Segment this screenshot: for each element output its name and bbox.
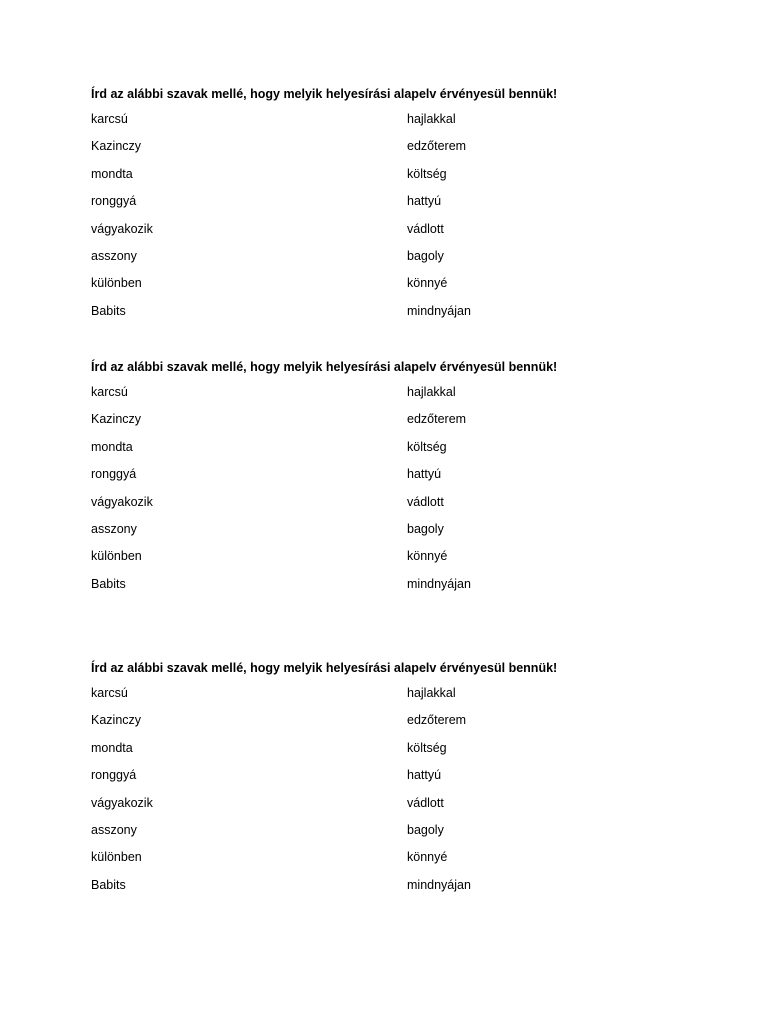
word-left: ronggyá: [91, 194, 137, 209]
word-row: [91, 740, 711, 767]
word-row: [91, 877, 711, 904]
word-row: [91, 576, 711, 603]
word-left: Babits: [91, 877, 126, 892]
word-right: költség: [407, 439, 447, 454]
word-right: hattyú: [407, 768, 442, 783]
word-row: [91, 193, 711, 220]
word-row: [91, 111, 711, 138]
word-row: [91, 303, 711, 330]
exercise-instruction: Írd az alábbi szavak mellé, hogy melyik helyesírási alapelv érvényesül bennük!: [91, 360, 558, 374]
word-left: karcsú: [91, 112, 128, 126]
word-right: mindnyájan: [407, 303, 471, 318]
word-right: vádlott: [407, 221, 444, 236]
word-left: ronggyá: [91, 768, 137, 783]
word-row: [91, 275, 711, 302]
word-row: [91, 221, 711, 248]
exercise-instruction: Írd az alábbi szavak mellé, hogy melyik helyesírási alapelv érvényesül bennük!: [91, 87, 558, 101]
word-left: mondta: [91, 439, 133, 454]
word-left: vágyakozik: [91, 221, 153, 236]
word-row: [91, 685, 711, 712]
word-right: költség: [407, 740, 447, 755]
word-left: Babits: [91, 576, 126, 591]
word-left: különben: [91, 276, 142, 291]
word-right: könnyé: [407, 276, 448, 291]
word-right: hajlakkal: [407, 686, 456, 700]
word-right: vádlott: [407, 795, 444, 810]
word-row: [91, 822, 711, 849]
exercise-instruction: Írd az alábbi szavak mellé, hogy melyik helyesírási alapelv érvényesül bennük!: [91, 661, 558, 675]
word-left: különben: [91, 549, 142, 564]
word-left: vágyakozik: [91, 795, 153, 810]
word-row: [91, 548, 711, 575]
exercise-block: [91, 86, 711, 330]
word-row: [91, 411, 711, 438]
exercise-block: [91, 660, 711, 904]
word-left: vágyakozik: [91, 494, 153, 509]
word-right: bagoly: [407, 822, 444, 837]
word-row: [91, 439, 711, 466]
word-row: [91, 138, 711, 165]
word-left: különben: [91, 850, 142, 865]
word-row: [91, 494, 711, 521]
word-row: [91, 795, 711, 822]
word-left: mondta: [91, 740, 133, 755]
word-right: könnyé: [407, 850, 448, 865]
word-row: [91, 521, 711, 548]
word-row: [91, 248, 711, 275]
word-row: [91, 466, 711, 493]
word-left: mondta: [91, 166, 133, 181]
word-row: [91, 166, 711, 193]
word-right: edzőterem: [407, 139, 467, 154]
word-right: edzőterem: [407, 713, 467, 728]
word-row: [91, 849, 711, 876]
word-right: bagoly: [407, 248, 444, 263]
word-right: bagoly: [407, 521, 444, 536]
word-right: hattyú: [407, 467, 442, 482]
word-right: könnyé: [407, 549, 448, 564]
word-left: ronggyá: [91, 467, 137, 482]
word-left: asszony: [91, 822, 137, 837]
word-right: vádlott: [407, 494, 444, 509]
word-left: asszony: [91, 521, 137, 536]
exercise-block: [91, 359, 711, 603]
word-right: mindnyájan: [407, 877, 471, 892]
word-right: hajlakkal: [407, 385, 456, 399]
word-right: hattyú: [407, 194, 442, 209]
word-right: mindnyájan: [407, 576, 471, 591]
word-right: hajlakkal: [407, 112, 456, 126]
word-left: karcsú: [91, 686, 128, 700]
word-right: költség: [407, 166, 447, 181]
word-left: Kazinczy: [91, 713, 142, 728]
word-left: asszony: [91, 248, 137, 263]
word-row: [91, 384, 711, 411]
word-row: [91, 767, 711, 794]
word-right: edzőterem: [407, 412, 467, 427]
word-row: [91, 712, 711, 739]
word-left: Kazinczy: [91, 412, 142, 427]
word-left: karcsú: [91, 385, 128, 399]
word-left: Kazinczy: [91, 139, 142, 154]
word-left: Babits: [91, 303, 126, 318]
